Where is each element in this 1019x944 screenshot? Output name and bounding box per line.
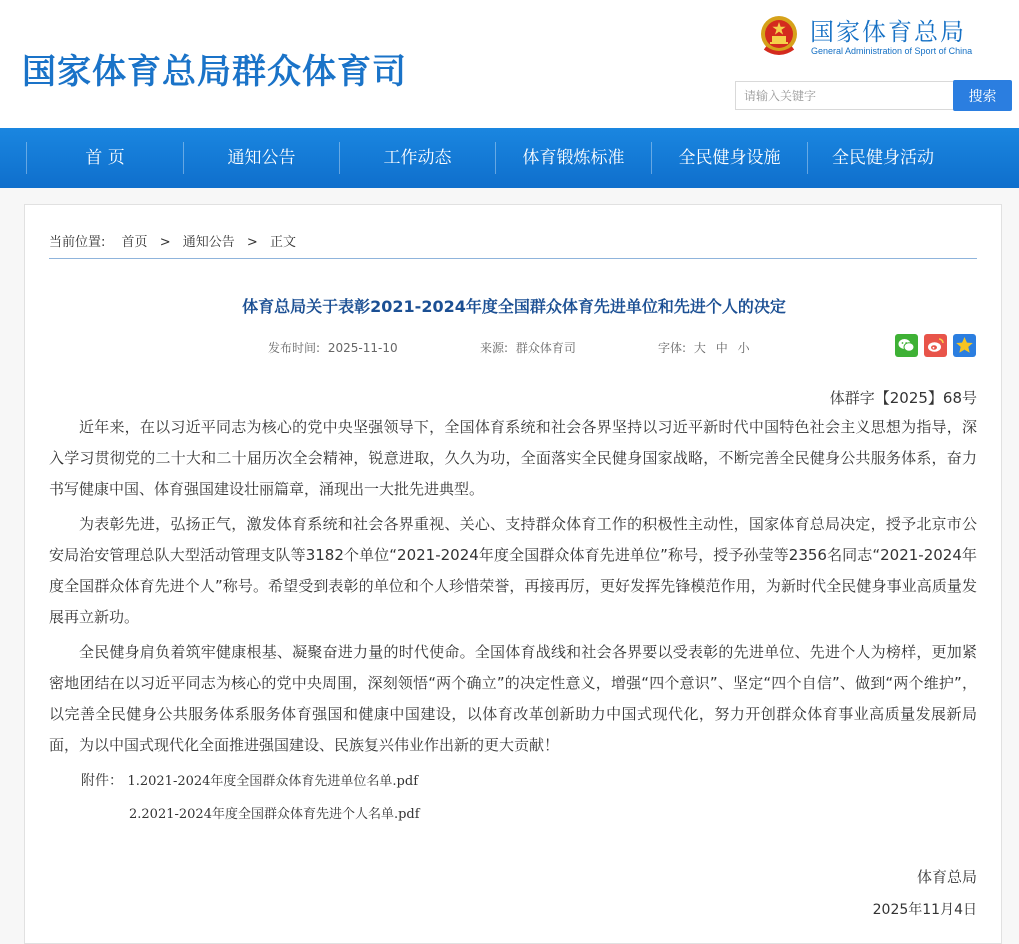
breadcrumb	[49, 231, 296, 250]
brand-name-cn: 国家体育总局	[810, 18, 966, 46]
breadcrumb-prefix: 当前位置:	[49, 235, 106, 250]
wechat-icon[interactable]	[895, 334, 918, 357]
search-input[interactable]	[735, 81, 953, 110]
attachments-label: 附件：	[81, 773, 123, 789]
nav-item-notices[interactable]: 通知公告	[227, 148, 296, 168]
nav-item-work-news[interactable]: 工作动态	[383, 148, 452, 168]
nav-item-fitness-facilities[interactable]: 全民健身设施	[678, 148, 781, 168]
document-number: 体群字【2025】68号	[829, 389, 977, 407]
attachment-link-units[interactable]: 1.2021-2024年度全国群众体育先进单位名单.pdf	[127, 774, 419, 789]
favorite-star-icon[interactable]	[953, 334, 976, 357]
publish-info	[268, 339, 398, 356]
signoff-organization: 体育总局	[916, 868, 977, 886]
signoff-date: 2025年11月4日	[872, 902, 977, 918]
font-size-large[interactable]: 大	[693, 341, 706, 355]
breadcrumb-separator: >	[246, 235, 258, 250]
article-title: 体育总局关于表彰2021-2024年度全国群众体育先进单位和先进个人的决定	[242, 297, 786, 316]
attachment-link-individuals[interactable]: 2.2021-2024年度全国群众体育先进个人名单.pdf	[129, 807, 420, 822]
main-nav	[0, 128, 1019, 188]
breadcrumb-separator: >	[159, 235, 171, 250]
weibo-icon[interactable]	[924, 334, 947, 357]
font-size-medium[interactable]: 中	[715, 341, 728, 355]
nav-item-home[interactable]: 首 页	[85, 148, 125, 168]
article-paragraph: 为表彰先进，弘扬正气，激发体育系统和社会各界重视、关心、支持群众体育工作的积极性主动性，国家体育总局决定，授予北京市公安局治安管理总队大型活动管理支队等3182个单位“2021-2024年度全国群众体育先进单位”称号，授予孙莹等2356名同志“2021-2024年度全国群众体育先进个人”称号。希望受到表彰的单位和个人珍惜荣誉，再接再厉，更好发挥先锋模范作用，为新时代全民健身事业高质量发展再立新功。	[49, 515, 977, 626]
publish-date: 2025-11-10	[327, 341, 398, 355]
source-label: 来源:	[480, 341, 509, 355]
breadcrumb-item-home[interactable]: 首页	[121, 235, 148, 250]
breadcrumb-divider	[49, 258, 977, 259]
article-container	[24, 204, 1002, 944]
nav-item-fitness-activities[interactable]: 全民健身活动	[832, 148, 934, 168]
font-size-label: 字体:	[658, 341, 687, 355]
font-size-small[interactable]: 小	[737, 341, 750, 355]
search-button[interactable]: 搜索	[953, 80, 1012, 111]
attachments	[81, 770, 418, 790]
breadcrumb-item-notices[interactable]: 通知公告	[182, 235, 235, 250]
article-paragraph: 全民健身肩负着筑牢健康根基、凝聚奋进力量的时代使命。全国体育战线和社会各界要以受表彰的先进单位、先进个人为榜样，更加紧密地团结在以习近平同志为核心的党中央周围，深刻领悟“两个确立”的决定性意义，增强“四个意识”、坚定“四个自信”、做到“两个维护”，以完善全民健身公共服务体系服务体育强国和健康中国建设，以体育改革创新助力中国式现代化，努力开创群众体育事业高质量发展新局面，为以中国式现代化全面推进强国建设、民族复兴伟业作出新的更大贡献！	[49, 643, 977, 754]
source-info	[480, 339, 576, 356]
breadcrumb-item-current: 正文	[269, 235, 296, 250]
font-size-switcher	[658, 339, 750, 356]
source-name: 群众体育司	[515, 341, 576, 355]
article-paragraph: 近年来，在以习近平同志为核心的党中央坚强领导下，全国体育系统和社会各界坚持以习近平新时代中国特色社会主义思想为指导，深入学习贯彻党的二十大和二十届历次全会精神，锐意进取，久久为功，全面落实全民健身国家战略，不断完善全民健身公共服务体系，奋力书写健康中国、体育强国建设壮丽篇章，涌现出一大批先进典型。	[49, 418, 977, 498]
publish-label: 发布时间:	[268, 341, 321, 355]
national-emblem-icon	[759, 14, 799, 58]
nav-item-fitness-standards[interactable]: 体育锻炼标准	[522, 148, 625, 168]
brand-name-en: General Administration of Sport of China	[811, 46, 973, 56]
site-header	[0, 0, 1019, 128]
site-title[interactable]: 国家体育总局群众体育司	[22, 52, 407, 92]
attachments	[129, 803, 420, 822]
